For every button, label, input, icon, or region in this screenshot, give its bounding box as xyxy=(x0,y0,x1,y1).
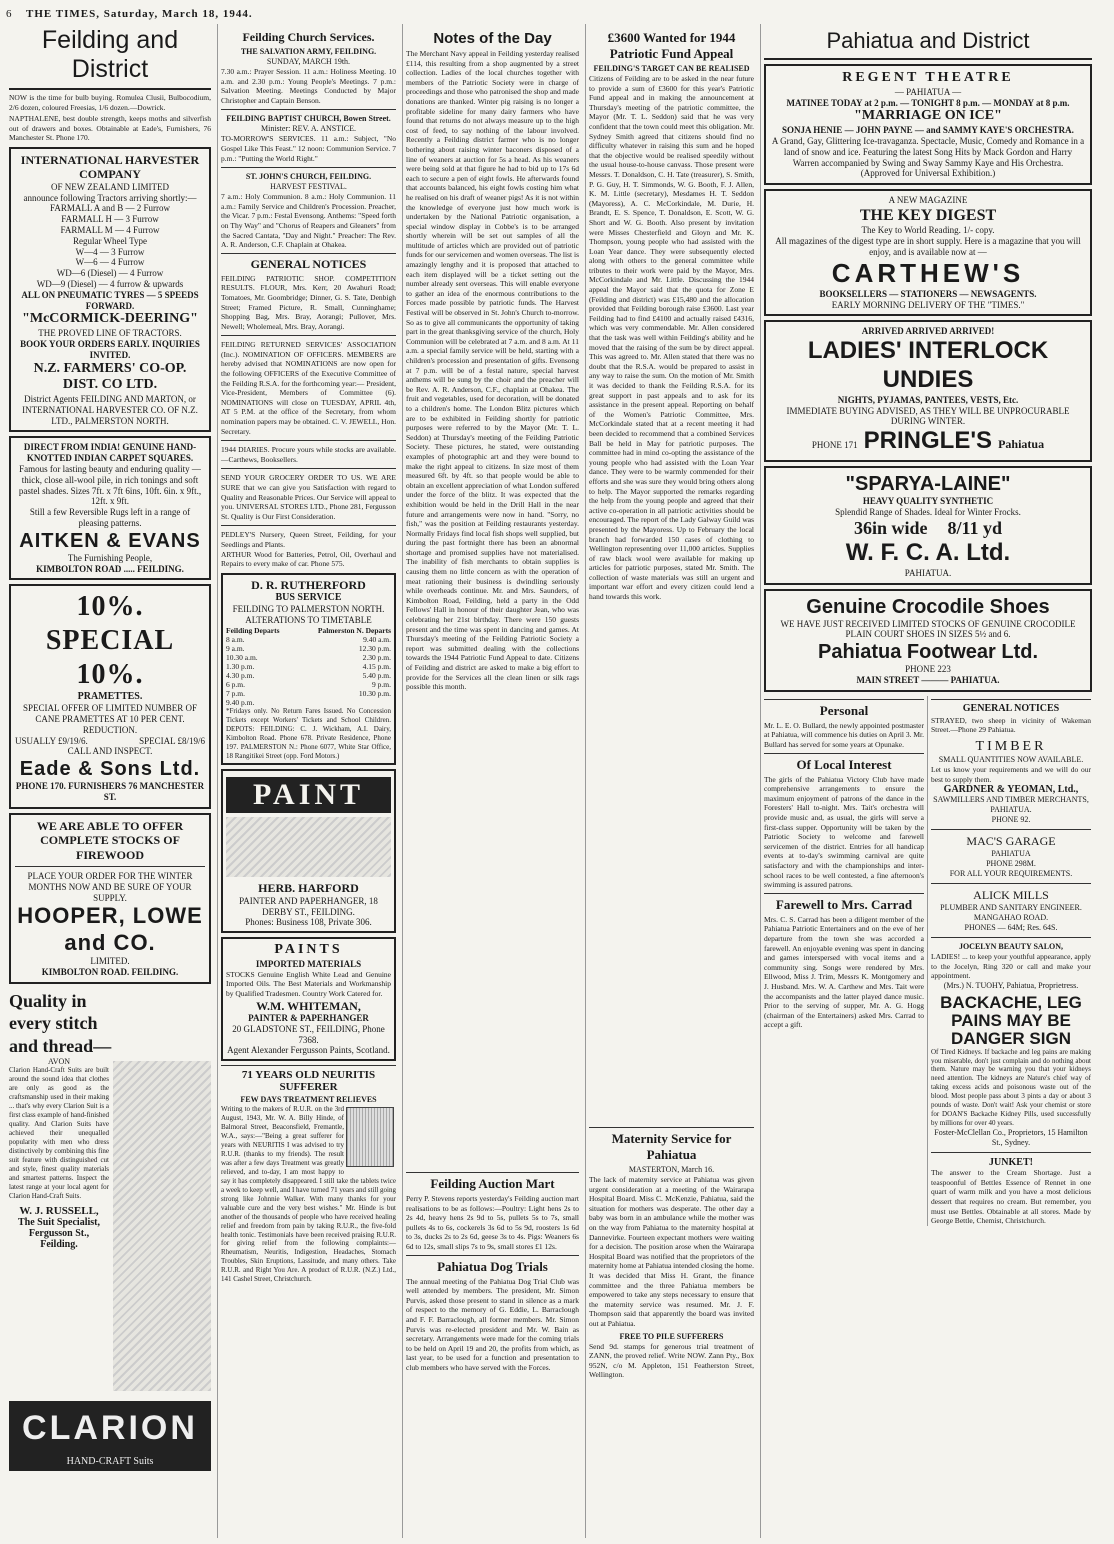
baptist-text: TO-MORROW'S SERVICES. 11 a.m.: Subject, "No Gospel Like This Feast." 12 noon: Communion Service. 7 p.m.: "Putting the World Right." xyxy=(221,134,396,163)
pringles-town: Pahiatua xyxy=(998,437,1045,452)
theatre-place: — PAHIATUA — xyxy=(894,86,962,97)
clarion-brand: CLARION xyxy=(9,1401,211,1456)
harvester-item: WD—6 (Diesel) — 4 Furrow xyxy=(56,268,164,279)
magazine-text: All magazines of the digest type are in short supply. Here is a magazine that you will enjoy, and is available now at — xyxy=(775,235,1081,257)
harford-paint: PAINT xyxy=(226,777,391,813)
alick-phone: PHONES — 64M; Res. 64S. xyxy=(964,923,1058,933)
gardner-phone: PHONE 92. xyxy=(991,815,1031,825)
rutherford-bus-ad xyxy=(221,573,396,766)
jocelyn-foot: (Mrs.) N. TUOHY, Pahiatua, Proprietress. xyxy=(943,981,1079,991)
wfca-town: PAHIATUA. xyxy=(904,567,952,578)
harvester-item: WD—9 (Diesel) — 4 furrow & upwards xyxy=(36,278,184,289)
gn2-title: GENERAL NOTICES xyxy=(931,699,1091,714)
sparya-sub: HEAVY QUALITY SYNTHETIC xyxy=(862,495,994,506)
salvation-army-heading: THE SALVATION ARMY, FEILDING. xyxy=(240,47,377,56)
gardner-name: GARDNER & YEOMAN, Ltd., xyxy=(943,784,1079,796)
harvester-item: FARMALL A and B — 2 Furrow xyxy=(49,203,170,214)
notice-item: ARTHUR Wood for Batteries, Petrol, Oil, Overhaul and Repairs to every make of car. Phone 575. xyxy=(221,549,396,569)
harvester-agents: District Agents FEILDING AND MARTON, or INTERNATIONAL HARVESTER CO. OF N.Z. LTD., PALMERSTON NORTH. xyxy=(22,394,198,426)
general-notices-title: GENERAL NOTICES xyxy=(221,253,396,272)
portrait-photo xyxy=(346,1107,394,1167)
harvester-item: FARMALL M — 4 Furrow xyxy=(60,224,160,235)
baptist-minister: Minister: REV. A. ANSTICE. xyxy=(261,124,356,134)
carrad-title: Farewell to Mrs. Carrad xyxy=(764,893,924,913)
aitken-top: DIRECT FROM INDIA! GENUINE HAND-KNOTTED INDIAN CARPET SQUARES. xyxy=(23,442,197,464)
bus-row: 9 a.m. 12.30 p.m. xyxy=(226,643,391,653)
arrived-banner: ARRIVED ARRIVED ARRIVED! xyxy=(861,326,995,337)
pahiatua-notices xyxy=(927,696,1091,1226)
page-number: 6 xyxy=(6,8,12,20)
bus-row: 4.30 p.m. 5.40 p.m. xyxy=(226,670,391,680)
man-in-suit-illustration xyxy=(113,1061,211,1391)
foster-line: Foster-McClellan Co., Proprietors, 15 Hamilton St., Sydney. xyxy=(934,1128,1088,1148)
baptist-heading: FEILDING BAPTIST CHURCH, Bowen Street. xyxy=(226,114,391,124)
harvester-note: announce following Tractors arriving shortly:— xyxy=(23,192,197,203)
macs-town: PAHIATUA xyxy=(991,849,1031,859)
gardner-sub: SAWMILLERS AND TIMBER MERCHANTS, xyxy=(933,795,1089,805)
fund-sub: FEILDING'S TARGET CAN BE REALISED xyxy=(593,64,750,73)
junket-title: JUNKET! xyxy=(989,1157,1033,1169)
macs-name: MAC'S GARAGE xyxy=(966,834,1056,849)
harvester-book: BOOK YOUR ORDERS EARLY. INQUIRIES INVITED. xyxy=(20,338,200,360)
harford-name: HERB. HARFORD xyxy=(258,881,359,896)
eade-text: SPECIAL OFFER OF LIMITED NUMBER OF CANE PRAMETTES AT 10 PER CENT. REDUCTION. xyxy=(23,703,197,735)
auction-title: Feilding Auction Mart xyxy=(406,1172,579,1192)
bus-row: 1.30 p.m. 4.15 p.m. xyxy=(226,661,391,671)
clarion-agent2: The Suit Specialist, xyxy=(18,1216,100,1228)
regent-theatre-ad xyxy=(764,64,1092,185)
harvester-item: FARMALL H — 3 Furrow xyxy=(61,214,159,225)
st-johns-heading: ST. JOHN'S CHURCH, FEILDING. xyxy=(245,172,372,182)
film-title: "MARRIAGE ON ICE" xyxy=(854,108,1002,124)
footwear-phone: PHONE 223 xyxy=(905,664,951,675)
eade-name: Eade & Sons Ltd. xyxy=(19,758,201,781)
bus-row: 9.40 p.m. xyxy=(226,697,255,707)
stray-notice: STRAYED, two sheep in vicinity of Wakeman Street.—Phone 29 Pahiatua. xyxy=(931,715,1091,735)
harvester-sub: OF NEW ZEALAND LIMITED xyxy=(50,181,170,192)
maternity-title: Maternity Service for Pahiatua xyxy=(589,1127,754,1163)
theatre-times: MATINEE TODAY at 2 p.m. — TONIGHT 8 p.m. — MONDAY at 8 p.m. xyxy=(786,97,1070,108)
pahiatua-section xyxy=(760,24,1092,1538)
pahiatua-title: Pahiatua and District xyxy=(764,24,1092,60)
hooper-addr: KIMBOLTON ROAD. FEILDING. xyxy=(41,966,179,977)
hooper-top: WE ARE ABLE TO OFFER COMPLETE STOCKS OF FIREWOOD xyxy=(36,818,184,862)
harvester-item: Regular Wheel Type xyxy=(72,235,147,246)
bus-row: 6 p.m. 9 p.m. xyxy=(226,679,391,689)
bus-footer: *Fridays only. No Return Fares Issued. No Concession Tickets except Workers' Tickets and School Children. DEPOTS: FEILDING: C. J. Wickham, A.I. Dairy, Kimbolton Road. Phone 678. Private Residence, Phone 197. PALMERSTON N.: Phone 6077, White Star Office, 18 Rangitikei Street (opp. Ford Motors.) xyxy=(226,706,391,760)
whiteman-role: PAINTER & PAPERHANGER xyxy=(248,1013,369,1023)
newspaper-dateline: THE TIMES, Saturday, March 18, 1944. xyxy=(26,8,253,20)
bus-head-palmerston: Palmerston N. Departs xyxy=(317,625,391,635)
column-church-notices xyxy=(217,24,399,1538)
bus-row: 7 p.m. 10.30 p.m. xyxy=(226,688,391,698)
salvation-text: 7.30 a.m.: Prayer Session. 11 a.m.: Holiness Meeting. 10 a.m. and 2.30 p.m.: Young People's Meetings. 7 p.m.: Salvation Meeting. Meetings Conducted by Major Christopher and Captain Benson. xyxy=(221,67,396,105)
croc-title: Genuine Crocodile Shoes xyxy=(806,595,1050,618)
notice-item: SEND YOUR GROCERY ORDER TO US. WE ARE SURE that we can give you Satisfaction with regard to Quality and Reasonable Prices. Our Service will appeal to you. UNIVERSAL STORES LTD., Phone 281, Fergusson St. Quality is Our First Consideration. xyxy=(221,473,396,521)
notice-item: PEDLEY'S Nursery, Queen Street, Feilding, for your Seedlings and Plants. xyxy=(221,530,396,549)
neuritis-text: Writing to the makers of R.U.R. on the 3rd August, 1943, Mr. W. A. Billy Hinde, of Balmoral Street, Beaconsfield, Fremantle, W.A., says:—"Being a great sufferer for years with NEURITIS I was advised to try R.U.R. (thanks to my friends). The result was after a few days Treatment was greatly relieved, and to-day, I am most happy to say it has completely disappeared. I still take the tablets twice a week to keep well, and I have turned 71 years and still going strong like Johnnie Walker. With many thanks for your valuable cure and the very best wishes." Mr. Hinde is but another of the thousands of people who have received healing relief and freedom from pain by taking R.U.R., the five-fold health tonic. Testimonials have been received praising R.U.R. for giving relief from the following complaints:—Rheumatism, Neuritis, Indigestion, Headaches, Stomach Troubles, Skin Eruptions, Lassitude, and many others. Take R.U.R. and Right You Are. A product of R.U.R. (N.Z.) Ltd., 141 Cashel Street, Christchurch. xyxy=(221,1105,396,1284)
aitken-name: AITKEN & EVANS xyxy=(19,529,201,552)
alick-sub: PLUMBER AND SANITARY ENGINEER. xyxy=(940,903,1082,913)
footwear-addr: MAIN STREET ——— PAHIATUA. xyxy=(856,675,1000,686)
fund-text: Citizens of Feilding are to be asked in the near future to provide a sum of £3600 for this year's Patriotic Fund appeal and in making the announcement at Thursday's meeting of the patriotic committee, the Mayor (Mr. T. L. Seddon) said that he was very confident that the town could meet this obligation. Mr. Sydney Smith agreed that citizens should find no difficulty whatever in raising this sum and he hoped that the objective would be realised speedily without the usual house-to-house canvass. Those present were Messrs. T. Donaldson, C. H. Tate (treasurer), S. Smith, P. G. Guy, H. T. Simmonds, W. G. Booth, F. J. Allen, K. M. Little (secretary), Mesdames H. T. Seddon (Mayoress), A. C. McCorkindale, M. Durie, H. Brandt, E. S. Spence, T. Donaldson, E. Scott, W. G. Short and W. G. Booth. Also present by invitation were Misses Chesterfield and Gloyn and Mr. K. Thompson, young people who had assisted with the Loan Year dance. They were subsequently elected along with others to the general committee while tributes to their work were paid by the Mayor, Mrs. McCorkindale and Mr. Little. Discussing the 1944 appeal the Mayor said that the quota for Zone E (Feilding and district) was £15,480 and the allocation provided that Feilding borough raise £3600. Last year Feilding had to find £4100 and actually raised £4316, which was very commendable. Mr. Allen considered that the task was well within Feilding's ability and he moved that the raising of the sum be by direct appeal. This was agreed to. Mr. Allen stated that there was no doubt that the R.S.A. would be prepared to assist in any way to raise the sum. On the motion of Mr. Smith it was decided to thank the Feilding R.S.A. for its great support in past appeals and to ask for its assistance in the present appeal. Reporting on behalf of the Women's Patriotic Committee, Mrs. McCorkindale stated that at a recent meeting it had been decided to recommend that a combined Services Ball be held in May for patriotic purposes. The committee had in mind co-opting the assistance of the young people who had assisted with the Loan Year dance. They were to be warmly commended for their efforts and she was sure they would bring others along to help. The Mayor supported the remarks regarding the help from the young people and agreed that their active co-operation in all patriotic activities should be encouraged. The report of the Lady Galway Guild was presented by the Mayoress. Up to February the local branch had forwarded 150 cases of clothing to Wellington representing over 11,000 articles. Supplies of raw black wool were available for making up articles for patriotic purposes, stated Mr. Smith. The collection of waste materials was still an urgent and important war effort and every citizen could lend a hand towards this work. xyxy=(589,74,754,602)
eade-call: CALL AND INSPECT. xyxy=(67,746,153,757)
junket-text: The answer to the Cream Shortage. Just a teaspoonful of Bettles Essence of Rennet in one quart of warm milk and you have a most delicious dessert that requires no cream. But remember, you must use Bettles. Obtainable at all stores. Made by George Bettle, Chemist, Christchurch. xyxy=(931,1168,1091,1226)
feilding-section-title: Feilding and District xyxy=(9,24,211,90)
pringles-phone: PHONE 171 xyxy=(811,440,858,451)
whiteman-ad xyxy=(221,937,396,1061)
sparya-price: 8/11 yd xyxy=(947,517,1003,538)
clarion-avon: AVON xyxy=(47,1057,71,1067)
undies-title: LADIES' INTERLOCK UNDIES xyxy=(807,337,1049,393)
carthews-ad xyxy=(764,189,1092,316)
neuritis-title: 71 YEARS OLD NEURITIS SUFFERER xyxy=(221,1065,396,1093)
classified-bulbs: NOW is the time for bulb buying. Romulea Clusii, Bulbocodium, 2/6 dozen, coloured Freesias, 1/6 dozen.—Dowrick. xyxy=(9,93,211,112)
pringles-ad xyxy=(764,320,1092,462)
bus-head-feilding: Feilding Departs xyxy=(226,625,280,635)
timber-title: TIMBER xyxy=(975,739,1047,755)
dog-trials-title: Pahiatua Dog Trials xyxy=(406,1255,579,1275)
footwear-ad xyxy=(764,589,1092,692)
backache-title: BACKACHE, LEG PAINS MAY BE DANGER SIGN xyxy=(940,993,1082,1048)
clarion-agent3: Fergusson St., Feilding. xyxy=(28,1227,90,1250)
pringles-name: PRINGLE'S xyxy=(863,427,993,455)
harford-sub: PAINTER AND PAPERHANGER, 18 DERBY ST., FEILDING. xyxy=(239,895,378,917)
whiteman-name: W.M. WHITEMAN, xyxy=(256,998,361,1013)
carrad-text: Mrs. C. S. Carrad has been a diligent member of the Pahiatua Patriotic Entertainers and on the eve of her departure from the town she was accorded a farewell. An enjoyable evening was spent in dancing and games interspersed with vocal items and a community sing. Songs were rendered by Mrs. Ellwood, Miss J. Trim, Messrs K. Montgomery and J. Husband. Mrs. W. A. Carthew and Mrs. Tait were the accompanists and the latter played dance music. Prior to the serving of supper, Mr. A. G. Hogg (chairman of the Entertainers) asked Mrs. Carrad to accept a gift. xyxy=(764,914,924,1030)
pahiatua-news xyxy=(764,696,924,1226)
carthews-name: CARTHEW'S xyxy=(831,257,1025,288)
whiteman-sub: IMPORTED MATERIALS xyxy=(255,959,362,970)
harvester-tyres: ALL ON PNEUMATIC TYRES — 5 SPEEDS FORWARD. xyxy=(21,289,199,311)
personal-text: Mr. L. E. O. Bullard, the newly appointed postmaster at Pahiatua, will commence his duties on April 3. Mr. Bullard has served for some years at Opunake. xyxy=(764,720,924,750)
clarion-tagline: Quality in every stitch and thread— xyxy=(9,990,112,1056)
macs-phone: PHONE 298M. xyxy=(986,859,1036,869)
maternity-dateline: MASTERTON, March 16. xyxy=(628,1165,715,1174)
croc-text: WE HAVE JUST RECEIVED LIMITED STOCKS OF GENUINE CROCODILE PLAIN COURT SHOES IN SIZES 5½ and 6. xyxy=(780,618,1076,640)
carthews-delivery: EARLY MORNING DELIVERY OF THE "TIMES." xyxy=(831,299,1025,310)
magazine-name: THE KEY DIGEST xyxy=(859,206,997,224)
aitken-ad xyxy=(9,436,211,580)
dog-trials-text: The annual meeting of the Pahiatua Dog Trial Club was well attended by members. The president, Mr. Simon Purvis, asked those present to stand in silence as a mark of respect to the memory of G. Eddie, L. Barraclough and F. F. Barraclough, all former members. Mr. Simon Purvis was re-elected president and Mr. W. Bain as secretary. Arrangements were made for the coming trials to be held on April 19 and 20, the profits from which, as last year, to be used for a function and presentation to club members who have served with the Forces. xyxy=(406,1276,579,1372)
aitken-note: Still a few Reversible Rugs left in a range of pleasing patterns. xyxy=(29,507,191,529)
sparya-width: 36in wide xyxy=(853,517,928,538)
bus-route: FEILDING TO PALMERSTON NORTH. xyxy=(232,604,385,615)
macs-foot: FOR ALL YOUR REQUIREMENTS. xyxy=(949,869,1073,879)
aitken-text: Famous for lasting beauty and enduring quality — thick, close all-wool pile, in rich tonings and soft pastel shades. Sizes 7ft. x 7ft 6ins, 10ft. 6in. x 9ft., 12ft. x 9ft. xyxy=(18,464,202,507)
clarion-sub: HAND-CRAFT Suits xyxy=(9,1456,211,1471)
fund-title: £3600 Wanted for 1944 Patriotic Fund Appeal xyxy=(607,30,736,61)
eade-usual: USUALLY £9/19/6. xyxy=(15,735,88,746)
eade-pram: PRAMETTES. xyxy=(77,691,143,703)
clarion-text: Clarion Hand-Craft Suits are built around the sound idea that clothes are only as good as the craftsmanship used in their making ... that's why every Clarion Suit is a first class example of hand-finished quality. And Clarion Suits have achieved their unequalled popularity with men who dress distinctively by combining this fine suit feature with distinguished cut and style, finest quality materials and smartest patterns. Inspect the latest range at your local agent for Clarion Hand-Craft Suits. xyxy=(9,1066,109,1200)
notes-title: Notes of the Day xyxy=(433,30,552,47)
auction-text: Perry P. Stevens reports yesterday's Feilding auction mart realisations to be as follows:—Poultry: Light hens 2s to 2s 4d, heavy hens 2s 9d to 5s, pullets 5s to 7s, small pullets 4s to 6s, cockerels 3s 6d to 5s 9d, roosters 1s 6d to 3s, ducks 2s to 2s 6d, geese 3s to 4s. Pigs: Weaners 6s 6d to 12s, small slips 7s to 9s, small stores £1 12s. xyxy=(406,1194,579,1251)
timber-sub: SMALL QUANTITIES NOW AVAILABLE. xyxy=(938,755,1084,765)
harvest-festival: HARVEST FESTIVAL. xyxy=(270,182,347,192)
wfca-name: W. F. C. A. Ltd. xyxy=(845,539,1011,567)
harford-ad xyxy=(221,769,396,933)
jocelyn-text: LADIES! ... to keep your youthful appearance, apply to the Jocelyn, Ring 320 or call and make your appointment. xyxy=(931,952,1091,981)
alick-addr: MANGAHAO ROAD. xyxy=(973,913,1049,923)
backache-text: Of Tired Kidneys. If backache and leg pains are making you miserable, don't just complain and do nothing about them. Nature may be warning you that your kidneys need attention. The kidneys are Nature's chief way of taking excess acids and poisonous waste out of the blood. Most people pass about 3 pints a day or about 3 pounds of waste. Don't wait! Ask your chemist or store for DOAN'S Backache Kidney Pills, used successfully by millions for over 40 years. xyxy=(931,1047,1091,1128)
notes-text: The Merchant Navy appeal in Feilding yesterday realised £114, this resulting from a shop augmented by a street collection. Ladies of the local churches together with members of the Patriotic Society were in charge of proceedings and those who patronised the shop and made donations are thanked. Winter pig raising is no longer a profitable sideline for many dairy farmers who have found that returns do not always measure up to the high cost of feed, to say nothing of the labour involved. Recently a Feilding district farmer who is no longer bothering about raising winter baconers disposed of a line of weaners at auction for 5s a head. As his weaners were being sold at that figure he had to bid up to 17s 6d each to secure a pen of eight fowls. He afterwards found that accounts balanced, his eight fowls costing him what he realised on his draft of weaner pigs! As it is not within the knowledge of everyone just how much work is undertaken by the National Patriotic organisation, a special window display in Cobbe's is to be arranged shortly wherein will be set out samples of all the multitude of articles which are provided out of patriotic funds for our servicemen and women overseas. The list is amazingly lengthy and it is proposed that attached to each item displayed will be a ticket setting out the number already sent overseas. This will enable everyone to gather an idea of the enormous contributions to the Forces made possible by patriotic funds. The Harvest Festival will be observed in St. John's Church to-morrow. So as to give all communicants the opportunity of taking part in the great thanksgiving service of the church, Holy Communion will be celebrated at 7 a.m. and 8 a.m. At 11 a.m. a special family service will be held, starting with a children's procession and presentation of gifts. Evensong at 7 p.m. will be of a festal nature, special harvest anthems will be sung by the choir and the preacher will be Rev. A. R. Anderson, C.F., chaplain at Ohakea. The fruit and vegetables, used for decoration, will be donated to a children's home. The London Blitz pictures which are to be exhibited in Feilding shortly for patriotic purposes were referred to by the Mayor (Mr. T. L. Seddon) at Thursday's meeting of the Feilding Patriotic Society. These pictures, he stated, were outstanding examples of photographic art and they were bound to make the right appeal to citizens. In size most of them measured 6ft. by 4ft. so that people would be able to obtain an excellent appreciation of what London suffered under the force of the blitz. It was expected that the exhibition would be held in the Drill Hall in the near future and arrangements were now in hand. "Sorry, no fish," was the position at Feilding restaurants yesterday. Normally Fridays find local fish shops well supplied, but during the past fortnight there has been an abnormal shortage and promised supplies have not materialised. The inability of fish merchants to obtain supplies is causing them no little concern as with the operation of meat rationing their business is dwindling seriously while overheads continue. Mr. and Mrs. Saunders, of Kimbolton Road, Feilding, held a party in the Odd Fellows' Hall in honour of their daughter Jean, who was celebrating her 21st birthday. There were 150 guests present and the time was spent in dancing and games. At Thursday's meeting of the Feilding Patriotic Society a report was submitted dealing with the collections towards the 1944 Patriotic Fund Appeal to date. Citizens of Feilding and district are asked to make a big effort to provide for the Services all the clean linen or silk rags possible this month. xyxy=(406,49,579,692)
harvester-coop: N.Z. FARMERS' CO-OP. DIST. CO LTD. xyxy=(33,360,187,393)
pile-heading: FREE TO PILE SUFFERERS xyxy=(619,1331,724,1341)
harford-phones: Phones: Business 108, Private 306. xyxy=(245,917,372,928)
personal-title: Personal xyxy=(764,699,924,719)
column-notes xyxy=(402,24,582,1538)
aitken-sub: The Furnishing People, xyxy=(67,552,153,563)
whiteman-title: PAINTS xyxy=(274,942,343,958)
bus-alter: ALTERATIONS TO TIMETABLE xyxy=(245,614,372,625)
pile-text: Send 9d. stamps for generous trial treatment of ZANN, the proved relief. Write NOW. Zann Pty., Box 952N, c/o M. Appleton, 151 Featherston Street, Wellington. xyxy=(589,1341,754,1380)
sparya-title: "SPARYA-LAINE" xyxy=(845,472,1011,495)
clarion-agent: W. J. RUSSELL, xyxy=(19,1204,99,1217)
wfca-ad xyxy=(764,466,1092,585)
footwear-name: Pahiatua Footwear Ltd. xyxy=(817,641,1039,664)
maternity-text: The lack of maternity service at Pahiatua was given urgent consideration at a meeting of the Wairarapa Hospital Board. Miss C. McKenzie, Pahiatua, said the situation for mothers was desperate. The other day a baby was born in an ambulance while the mother was on the way from Pahiatua to the maternity hospital at Dannevirke. Fourteen expectant mothers were waiting for a decision. The position arose when the Wairarapa Hospital Board was notified that the proprietors of the maternity home at Pahiatua intended closing the home. It was decided that Miss H. Grant, the finance committee and the three Pahiatua members be empowered to take any steps necessary to ensure that the maternity service was resumed. Mr. J. F. Thompson said that apparently the board was invited out at Pahiatua. xyxy=(589,1175,754,1328)
hooper-ad xyxy=(9,813,211,984)
harvester-item: W—4 — 3 Furrow xyxy=(75,246,145,257)
film-desc: A Grand, Gay, Glittering Ice-travaganza. Spectacle, Music, Comedy and Romance in a land of snow and ice. Featuring the latest Song Hits by Mack Gordon and Harry Warren accompanied by Swing and Sway Sammy Kaye and His Orchestra. xyxy=(771,135,1085,168)
notice-item: 1944 DIARIES. Procure yours while stocks are available.—Carthews, Booksellers. xyxy=(221,445,396,464)
magazine-label: A NEW MAGAZINE xyxy=(888,195,968,206)
painter-illustration xyxy=(226,817,391,877)
local-interest-title: Of Local Interest xyxy=(764,753,924,773)
harvester-item: W—6 — 4 Furrow xyxy=(75,257,145,268)
film-approved: (Approved for Universal Exhibition.) xyxy=(860,168,996,179)
eade-phone: PHONE 170. FURNISHERS 76 MANCHESTER ST. xyxy=(15,781,205,803)
magazine-sub: The Key to World Reading. 1/- copy. xyxy=(861,225,995,236)
bus-row: 10.30 a.m. 2.30 p.m. xyxy=(226,652,391,662)
whiteman-text: STOCKS Genuine English White Lead and Genuine Imported Oils. The Best Materials and Workmanship by Qualified Tradesmen. Country Work Catered for. xyxy=(226,969,391,999)
theatre-name: REGENT THEATRE xyxy=(842,70,1014,85)
whiteman-addr: 20 GLADSTONE ST., FEILDING, Phone 7368. xyxy=(232,1023,385,1045)
harvester-proven: THE PROVED LINE OF TRACTORS. xyxy=(38,328,182,339)
notice-item: FEILDING RETURNED SERVICES' ASSOCIATION (Inc.). NOMINATION OF OFFICERS. MEMBERS are hereby advised that NOMINATIONS are now open for the following OFFICERS of the Executive Committee of the Feilding R.S.A. for the forthcoming year:— President, Vice-President, Members of Committee (6). NOMINATIONS will close on TUESDAY, APRIL 4th, AT 5 P.M. at the office of the Secretary, from whom nomination papers may be obtained. C. V. JEWELL, Hon. Secretary. xyxy=(221,340,396,436)
harvester-brand: "McCORMICK-DEERING" xyxy=(22,311,198,327)
jocelyn-name: JOCELYN BEAUTY SALON, xyxy=(958,942,1064,952)
eade-special: 10%. SPECIAL 10%. xyxy=(45,591,175,690)
undies-text: IMMEDIATE BUYING ADVISED, AS THEY WILL BE UNPROCURABLE DURING WINTER. xyxy=(786,405,1070,427)
gardner-town: PAHIATUA. xyxy=(990,805,1032,815)
masthead xyxy=(6,4,1108,24)
column-feilding-ads xyxy=(6,24,214,1538)
harvester-ad xyxy=(9,147,211,433)
aitken-addr: KIMBOLTON ROAD ..... FEILDING. xyxy=(36,563,184,574)
sparya-text: Splendid Range of Shades. Ideal for Winter Frocks. xyxy=(835,506,1021,517)
carthews-sub: BOOKSELLERS — STATIONERS — NEWSAGENTS. xyxy=(819,288,1037,299)
whiteman-agent: Agent Alexander Fergusson Paints, Scotland. xyxy=(227,1045,390,1056)
alick-name: ALICK MILLS xyxy=(973,888,1049,903)
bus-sub: BUS SERVICE xyxy=(275,592,342,604)
timber-text: Let us know your requirements and we will do our best to supply them. xyxy=(931,765,1091,784)
classified-napthalene: NAPTHALENE, best double strength, keeps moths and silverfish out of drawers and boxes. Obtainable at Eade's, Furnishers, 76 Manchester St. Phone 170. xyxy=(9,114,211,143)
hooper-ltd: LIMITED. xyxy=(90,956,130,967)
eade-spec: SPECIAL £8/19/6 xyxy=(139,735,205,746)
hooper-name: HOOPER, LOWE and CO. xyxy=(17,903,203,955)
eade-ad xyxy=(9,584,211,808)
salvation-day: SUNDAY, MARCH 19th. xyxy=(266,57,351,66)
undies-sub: NIGHTS, PYJAMAS, PANTEES, VESTS, Etc. xyxy=(837,394,1019,405)
clarion-ad xyxy=(9,990,211,1472)
local-interest-text: The girls of the Pahiatua Victory Club have made comprehensive arrangements to ensure the maximum enjoyment of patrons of the dance in the Foresters' Hall to-night. Mrs. Tait's orchestra will provide music and, as usual, the girls will serve a first-class supper. Opportunity will be taken by the Patriotic Society to welcome and farewell servicemen of the district. Entries for all handicap events at to-day's swimming carnival are quite satisfactory and with the championships and inter-school races to be well contested, a fine afternoon's swimming is assured patrons. xyxy=(764,774,924,890)
hooper-place: PLACE YOUR ORDER FOR THE WINTER MONTHS NOW AND BE SURE OF YOUR SUPPLY. xyxy=(27,870,193,903)
church-title: Feilding Church Services. xyxy=(242,30,375,44)
bus-row: 8 a.m. 9.40 a.m. xyxy=(226,634,391,644)
neuritis-sub: FEW DAYS TREATMENT RELIEVES xyxy=(240,1095,377,1105)
film-cast: SONJA HENIE — JOHN PAYNE — and SAMMY KAYE'S ORCHESTRA. xyxy=(782,125,1074,136)
page-columns xyxy=(6,24,1108,1538)
column-patriotic xyxy=(585,24,757,1538)
bus-name: D. R. RUTHERFORD xyxy=(251,577,366,592)
harvester-title: INTERNATIONAL HARVESTER COMPANY xyxy=(20,152,200,182)
notice-item: FEILDING PATRIOTIC SHOP. COMPETITION RESULTS. FLOUR, Mrs. Kerr, 20 Awahuri Road; Tomatoes, Mr. Goombridge; Dinner, G. S. Tate, Denbigh Street; Framed Picture, R. Small, Cunninghame; Shopping Bag, Mrs. Bray, Aorangi; Pullover, Mrs. Newell; Wholemeal, Mrs. Bray, Aorangi. xyxy=(221,273,396,331)
st-johns-text: 7 a.m.: Holy Communion. 8 a.m.: Holy Communion. 11 a.m.: Family Service and Children's Procession. Preacher, the Vicar. 7 p.m.: Festal Evensong. Anthems: "Speed forth on Thy Way" and "Chorus of Reapers and Gleaners" from the Sacred Cantata, "Day and Night." Preacher: The Rev. A. R. Anderson, C.F. Chaplain at Ohakea. xyxy=(221,192,396,250)
